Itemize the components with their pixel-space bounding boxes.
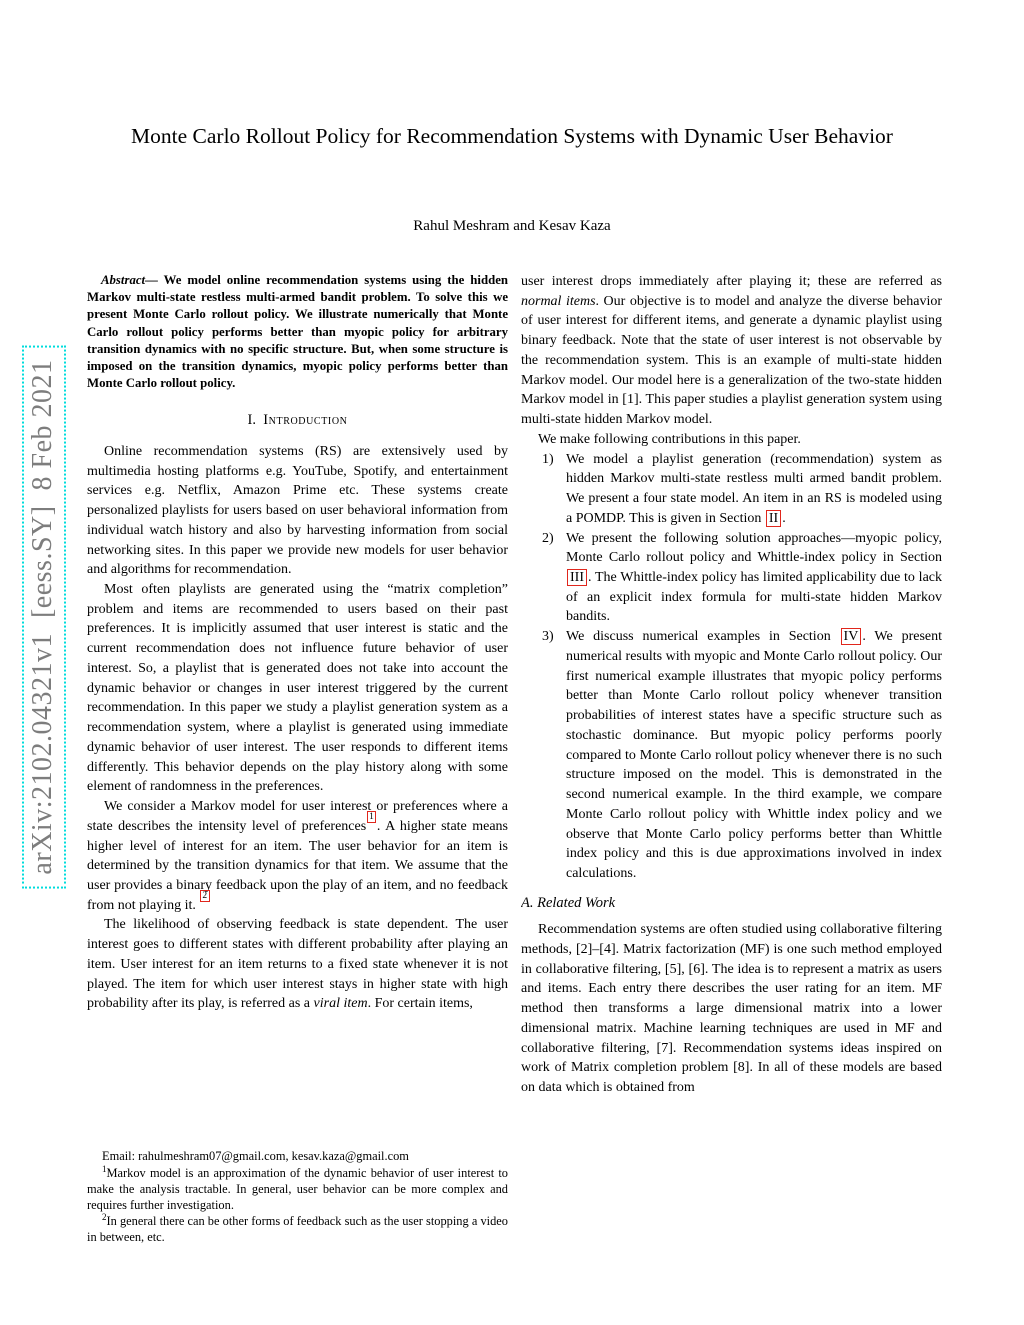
footnote-1 xyxy=(87,1165,508,1213)
right-column xyxy=(521,272,942,1246)
contribution-item-3 xyxy=(521,627,942,884)
arxiv-stamp-link[interactable]: arXiv:2102.04321v1 [eess.SY] 8 Feb 2021 xyxy=(22,345,66,888)
paragraph-text: We present the following solution approaches—myopic policy, Monte Carlo rollout policy and Whittle-index policy in Section xyxy=(566,530,942,566)
intro-paragraph-4 xyxy=(87,915,508,1014)
section-iv-reference[interactable]: IV xyxy=(841,628,862,645)
subsection-label: A. xyxy=(521,894,534,911)
contributions-intro: We make following contributions in this paper. xyxy=(538,431,801,447)
section-numeral: I. xyxy=(247,412,256,429)
abstract-label: Abstract— xyxy=(101,273,158,287)
section-ii-reference[interactable]: II xyxy=(766,510,781,527)
paragraph-text: We consider a Markov model for user interest or preferences where a state describes the intensity level of preferences xyxy=(87,799,508,834)
paper-authors: Rahul Meshram and Kesav Kaza xyxy=(413,218,611,234)
paragraph-text: user interest drops immediately after playing it; these are referred as xyxy=(521,274,942,289)
footnote-block xyxy=(87,1149,508,1246)
paragraph-text: . xyxy=(782,510,786,526)
contribution-item-2 xyxy=(521,529,942,628)
paragraph-text: . The Whittle-index policy has limited applicability due to lack of an explicit index formula for multi-state hidden Markov bandits. xyxy=(566,570,942,625)
section-heading-introduction xyxy=(87,410,508,430)
intro-paragraph-2: Most often playlists are generated using the “matrix completion” problem and items are recommended to users based on their past preferences. It is implicitly assumed that user interest is static and the current recommendation does not influence future behavior of user interest. So, a playlist that is generated does not take into account the dynamic behavior or changes in user interest triggered by the current recommendation. In this paper we study a playlist generation system as a recommendation system, where a playlist is generated using immediate dynamic behavior of user interest. The user responds to different items differently. This behavior depends on the play history along with some element of randomness in the preferences. xyxy=(87,582,508,795)
list-item-text xyxy=(566,450,942,529)
contribution-item-1 xyxy=(521,450,942,529)
intro-paragraph-1: Online recommendation systems (RS) are extensively used by multimedia hosting platforms e.g. YouTube, Spotify, and entertainment services e.g. Netflix, Amazon Prime etc. These systems create personalized playlists for users based on user behavioral information from individual watch history and also by harvesting information from social networking sites. In this paper we provide new models for user behavior and algorithms for recommendation. xyxy=(87,443,508,578)
paragraph-text: The likelihood of observing feedback is state dependent. The user interest goes to different states with different probability after playing an item. User interest for an item returns to a fixed state whenever it is not played. The item for which user interest stays in higher state with high probability after its play, is referred as a xyxy=(87,917,508,1012)
list-number: 3) xyxy=(542,629,554,645)
left-column xyxy=(87,272,508,1246)
paragraph-text: . For certain items, xyxy=(367,996,473,1012)
paragraph-text: We model a playlist generation (recommendation) system as hidden Markov multi-state restless multi armed bandit problem. We present a four state model. An item in an RS is modeled using a POMDP. This is given in Section xyxy=(566,451,942,526)
email-line: Email: rahulmeshram07@gmail.com, kesav.kaza@gmail.com xyxy=(102,1149,409,1164)
section-iii-reference[interactable]: III xyxy=(567,569,587,586)
abstract-paragraph xyxy=(87,272,508,392)
list-item-text xyxy=(566,627,942,884)
footnote-2-reference[interactable]: 2 xyxy=(200,890,210,902)
intro-paragraph-5 xyxy=(521,272,942,430)
normal-items-emphasis: normal items xyxy=(521,293,596,309)
contributions-list xyxy=(521,450,942,884)
footnote-2-text: In general there can be other forms of feedback such as the user stopping a video in between, etc. xyxy=(87,1214,508,1245)
subsection-title: Related Work xyxy=(537,894,616,911)
abstract-text: We model online recommendation systems using the hidden Markov multi-state restless multi-armed bandit problem. To solve this we present Monte Carlo rollout policy. We illustrate numerically that Monte Carlo rollout policy performs better than myopic policy for arbitrary transition dynamics with no specific structure. But, when some structure is imposed on the transition dynamics, myopic policy performs better than Monte Carlo rollout policy. xyxy=(87,273,508,391)
related-work-paragraph: Recommendation systems are often studied using collaborative filtering methods, [2]–[4]. Matrix factorization (MF) is one such method employed in collaborative filtering, [5], [6]. The idea is to represent a matrix as users and items. Each entry there describes the user rating for an item. MF method then transforms a large dimensional matrix into a lower dimensional matrix. Machine learning techniques are used in MF and collaborative filtering, [7]. Recommendation systems ideas inspired on work of Matrix completion problem [8]. In all of these models are based on data which is obtained from xyxy=(521,922,942,1096)
subsection-heading-related-work xyxy=(521,893,942,913)
footnote-2 xyxy=(87,1213,508,1246)
paragraph-text: We discuss numerical examples in Section xyxy=(566,629,840,645)
section-title: Introduction xyxy=(263,412,348,429)
intro-paragraph-3 xyxy=(87,797,508,915)
paragraph-text: . A higher state means higher level of interest for an item. The user behavior for an item is determined by the transition dynamics for that item. We assume that the user provides a binary feedback upon the play of an item, and no feedback from not playing it. xyxy=(87,818,508,913)
footnote-1-marker: 1 xyxy=(102,1164,107,1174)
paragraph-text: . Our objective is to model and analyze the diverse behavior of user interest for different items, and generate a dynamic playlist using binary feedback. Note that the state of user interest is not observable by the recommendation system. This is an example of multi-state hidden Markov model. Our model here is a generalization of the two-state hidden Markov model in [1]. This paper studies a playlist generation system using multi-state hidden Markov model. xyxy=(521,293,942,428)
footnote-2-marker: 2 xyxy=(102,1212,107,1223)
paper-title: Monte Carlo Rollout Policy for Recommendation Systems with Dynamic User Behavior xyxy=(131,124,893,148)
list-number: 1) xyxy=(542,451,554,467)
footnote-1-text: Markov model is an approximation of the dynamic behavior of user interest to make the analysis tractable. In general, user behavior can be more complex and requires further investigation. xyxy=(87,1166,508,1212)
list-item-text xyxy=(566,529,942,628)
list-number: 2) xyxy=(542,530,554,546)
viral-item-emphasis: viral item xyxy=(313,996,368,1012)
footnote-1-reference[interactable]: 1 xyxy=(367,811,377,823)
paragraph-text: . We present numerical results with myopic and Monte Carlo rollout policy. Our first numerical example illustrates that myopic policy performs better than Monte Carlo rollout policy whenever transition probabilities of interest states have a specific structure such as stochastic dominance. But myopic policy performs poorly compared to Monte Carlo rollout policy whenever there is no such structure imposed on the model. This is demonstrated in the second numerical example. In the third example, we compare Monte Carlo rollout policy with Whittle index policy and we observe that Monte Carlo policy performs better than Whittle index policy and this is due approximations involved in index calculations. xyxy=(566,629,942,882)
